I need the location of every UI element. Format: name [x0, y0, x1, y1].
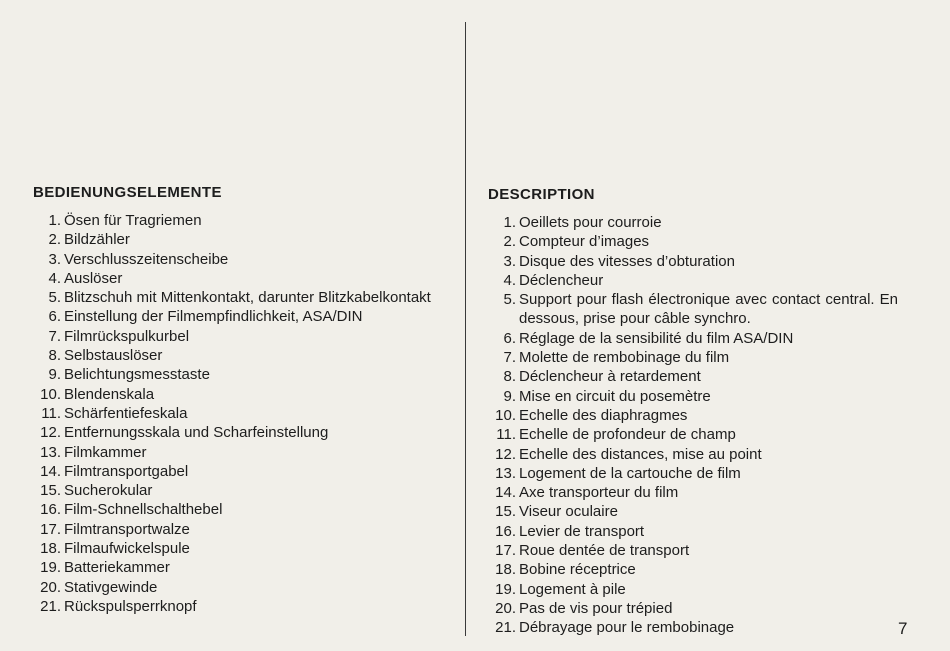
list-item: [33, 211, 443, 230]
item-text: Belichtungsmesstaste: [64, 366, 210, 384]
item-text: Entfernungsskala und Scharfeinstellung: [64, 424, 329, 442]
list-item: [488, 290, 898, 329]
list-item: [488, 387, 898, 406]
item-text: Rückspulsperrknopf: [64, 597, 197, 615]
item-text: Filmaufwickelspule: [64, 540, 190, 558]
item-text: Sucherokular: [64, 482, 153, 500]
list-item: [488, 541, 898, 560]
item-number: 9.: [48, 366, 61, 384]
item-number: 5.: [503, 291, 516, 309]
list-item: [488, 560, 898, 579]
item-number: 17.: [40, 520, 61, 538]
list-item: [488, 522, 898, 541]
list-item: [488, 271, 898, 290]
list-item: [488, 599, 898, 618]
item-text: Mise en circuit du posemètre: [519, 387, 711, 405]
list-item: [488, 406, 898, 425]
list-item: [33, 462, 443, 481]
item-number: 19.: [495, 580, 516, 598]
item-number: 15.: [495, 503, 516, 521]
item-text: Schärfentiefeskala: [64, 404, 188, 422]
item-text: Réglage de la sensibilité du film ASA/DIN: [519, 329, 794, 347]
list-item: [33, 230, 443, 249]
item-text: Logement de la cartouche de film: [519, 464, 741, 482]
item-number: 1.: [48, 212, 61, 229]
item-text: Support pour flash électronique avec contact central. En dessous, prise pour câble synchro.: [519, 291, 898, 328]
item-number: 14.: [40, 462, 61, 480]
item-number: 10.: [40, 385, 61, 403]
item-text: Déclencheur à retardement: [519, 368, 701, 386]
item-number: 12.: [40, 424, 61, 442]
item-text: Filmrückspulkurbel: [64, 327, 190, 345]
list-item: [33, 346, 443, 365]
item-number: 5.: [48, 289, 61, 307]
item-text: Déclencheur: [519, 271, 604, 289]
item-number: 13.: [40, 443, 61, 461]
item-number: 14.: [495, 484, 516, 502]
item-text: Viseur oculaire: [519, 503, 618, 521]
list-item: [488, 232, 898, 251]
list-item: [33, 404, 443, 423]
item-number: 3.: [48, 250, 61, 268]
list-item: [33, 307, 443, 326]
item-text: Logement à pile: [519, 580, 626, 598]
german-column: [33, 183, 443, 616]
list-item: [33, 597, 443, 616]
item-number: 20.: [40, 578, 61, 596]
item-number: 7.: [503, 349, 516, 367]
item-number: 13.: [495, 464, 516, 482]
item-text: Roue dentée de transport: [519, 542, 690, 560]
item-number: 17.: [495, 542, 516, 560]
item-number: 20.: [495, 599, 516, 617]
item-number: 18.: [40, 540, 61, 558]
item-number: 15.: [40, 482, 61, 500]
item-number: 2.: [48, 231, 61, 249]
item-text: Stativgewinde: [64, 578, 158, 596]
french-heading: DESCRIPTION: [488, 186, 595, 203]
list-item: [488, 618, 898, 637]
list-item: [488, 252, 898, 271]
item-text: Blitzschuh mit Mittenkontakt, darunter Blitzkabelkontakt: [64, 289, 431, 307]
list-item: [33, 500, 443, 519]
item-number: 16.: [40, 501, 61, 519]
list-item: [33, 250, 443, 269]
item-number: 8.: [503, 368, 516, 386]
item-text: Filmtransportwalze: [64, 520, 190, 538]
item-number: 8.: [48, 347, 61, 365]
list-item: [33, 327, 443, 346]
list-item: [33, 481, 443, 500]
list-item: [33, 269, 443, 288]
list-item: [488, 425, 898, 444]
item-text: Filmkammer: [64, 443, 147, 461]
item-text: Levier de transport: [519, 522, 645, 540]
item-text: Echelle des distances, mise au point: [519, 445, 762, 463]
list-item: [33, 288, 443, 307]
item-number: 6.: [48, 308, 61, 326]
item-number: 4.: [503, 271, 516, 289]
german-heading: BEDIENUNGSELEMENTE: [33, 184, 222, 201]
item-text: Ösen für Tragriemen: [64, 212, 202, 229]
list-item: [33, 520, 443, 539]
list-item: [33, 539, 443, 558]
item-number: 4.: [48, 269, 61, 287]
item-text: Verschlusszeitenscheibe: [64, 250, 229, 268]
item-number: 3.: [503, 252, 516, 270]
item-text: Blendenskala: [64, 385, 155, 403]
list-item: [33, 443, 443, 462]
item-number: 12.: [495, 445, 516, 463]
list-item: [488, 580, 898, 599]
list-item: [488, 213, 898, 232]
column-divider: [465, 22, 466, 636]
item-number: 21.: [40, 597, 61, 615]
item-text: Pas de vis pour trépied: [519, 599, 673, 617]
list-item: [488, 502, 898, 521]
item-text: Bobine réceptrice: [519, 561, 636, 579]
list-item: [488, 329, 898, 348]
item-text: Axe transporteur du film: [519, 484, 679, 502]
item-text: Compteur d’images: [519, 233, 650, 251]
item-text: Filmtransportgabel: [64, 462, 189, 480]
item-text: Film-Schnellschalthebel: [64, 501, 223, 519]
item-text: Echelle des diaphragmes: [519, 406, 688, 424]
item-text: Einstellung der Filmempfindlichkeit, ASA/DIN: [64, 308, 363, 326]
item-number: 21.: [495, 619, 516, 637]
list-item: [33, 578, 443, 597]
item-text: Auslöser: [64, 269, 123, 287]
item-number: 6.: [503, 329, 516, 347]
item-number: 19.: [40, 559, 61, 577]
item-text: Molette de rembobinage du film: [519, 349, 730, 367]
list-item: [488, 367, 898, 386]
item-text: Batteriekammer: [64, 559, 170, 577]
item-number: 9.: [503, 387, 516, 405]
item-text: Selbstauslöser: [64, 347, 163, 365]
item-number: 1.: [503, 214, 516, 231]
list-item: [488, 445, 898, 464]
item-text: Débrayage pour le rembobinage: [519, 619, 735, 637]
item-number: 11.: [496, 426, 516, 444]
item-number: 7.: [48, 327, 61, 345]
item-number: 18.: [495, 561, 516, 579]
page-number: 7: [898, 619, 908, 638]
french-column: [488, 185, 898, 638]
german-parts-list: [33, 211, 443, 616]
list-item: [33, 558, 443, 577]
item-number: 16.: [495, 522, 516, 540]
item-text: Disque des vitesses d’obturation: [519, 252, 735, 270]
item-text: Echelle de profondeur de champ: [519, 426, 736, 444]
list-item: [33, 385, 443, 404]
list-item: [488, 348, 898, 367]
list-item: [33, 365, 443, 384]
item-number: 10.: [495, 406, 516, 424]
list-item: [33, 423, 443, 442]
item-text: Bildzähler: [64, 231, 130, 249]
item-text: Oeillets pour courroie: [519, 214, 662, 231]
list-item: [488, 464, 898, 483]
list-item: [488, 483, 898, 502]
item-number: 2.: [503, 233, 516, 251]
french-parts-list: [488, 213, 898, 638]
item-number: 11.: [41, 404, 61, 422]
